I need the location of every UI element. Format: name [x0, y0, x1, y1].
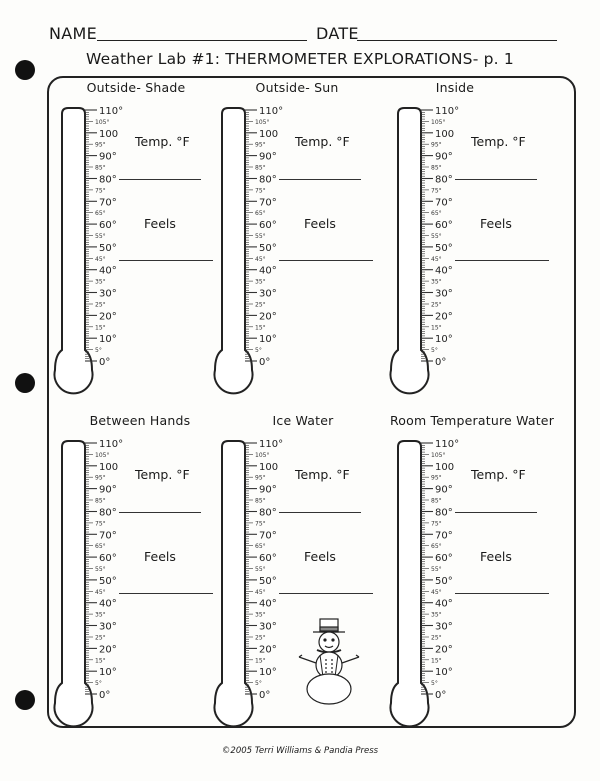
- major-tick-label: 20°: [99, 644, 117, 656]
- thermometer-tube: [215, 108, 253, 393]
- thermometer-cell-inside: [389, 80, 565, 410]
- major-tick-label: 10°: [259, 334, 277, 346]
- minor-tick-label: 45°: [255, 588, 266, 596]
- binder-hole-bottom: [15, 690, 35, 710]
- major-tick-label: 40°: [259, 598, 277, 610]
- thermometer-drawing: [389, 80, 565, 400]
- minor-tick-label: 85°: [95, 497, 106, 505]
- minor-tick-label: 75°: [95, 187, 106, 195]
- minor-tick-label: 105°: [431, 118, 446, 126]
- major-tick-label: 80°: [259, 507, 277, 519]
- temp-label: Temp. °F: [471, 467, 526, 482]
- major-tick-label: 60°: [435, 220, 453, 232]
- major-tick-label: 40°: [259, 265, 277, 277]
- minor-tick-label: 5°: [95, 680, 102, 688]
- major-tick-label: 30°: [435, 621, 453, 633]
- major-tick-label: 10°: [435, 334, 453, 346]
- major-tick-label: 50°: [435, 242, 453, 254]
- major-tick-label: 50°: [99, 575, 117, 587]
- major-tick-label: 10°: [99, 667, 117, 679]
- major-tick-label: 60°: [259, 220, 277, 232]
- major-tick-label: 100: [435, 461, 455, 473]
- minor-tick-label: 15°: [255, 324, 266, 332]
- minor-tick-label: 5°: [95, 347, 102, 355]
- major-tick-label: 30°: [435, 288, 453, 300]
- major-tick-label: 0°: [259, 357, 271, 368]
- major-tick-label: 0°: [259, 690, 271, 701]
- minor-tick-label: 75°: [255, 520, 266, 528]
- page-title: Weather Lab #1: THERMOMETER EXPLORATIONS- p. 1: [85, 50, 514, 68]
- binder-hole-middle: [15, 373, 35, 393]
- minor-tick-label: 85°: [431, 497, 442, 505]
- minor-tick-label: 75°: [431, 520, 442, 528]
- thermometer-label: Ice Water: [272, 413, 334, 428]
- minor-tick-label: 15°: [255, 657, 266, 665]
- minor-tick-label: 105°: [95, 451, 110, 459]
- thermometer-tube: [391, 108, 429, 393]
- thermometer-label: Inside: [435, 80, 475, 95]
- major-tick-label: 60°: [259, 553, 277, 565]
- minor-tick-label: 35°: [431, 278, 442, 286]
- major-tick-label: 110°: [435, 106, 460, 117]
- major-tick-label: 70°: [435, 197, 453, 209]
- major-tick-label: 20°: [435, 311, 453, 323]
- minor-tick-label: 65°: [95, 543, 106, 551]
- minor-tick-label: 105°: [431, 451, 446, 459]
- minor-tick-label: 5°: [431, 347, 438, 355]
- minor-tick-label: 45°: [95, 588, 106, 596]
- minor-tick-label: 35°: [431, 611, 442, 619]
- major-tick-label: 110°: [259, 106, 284, 117]
- minor-tick-label: 85°: [431, 164, 442, 172]
- major-tick-label: 0°: [435, 357, 447, 368]
- thermometer-drawing: [213, 80, 389, 400]
- temp-entry-line[interactable]: [455, 512, 537, 513]
- copyright-footer: ©2005 Terri Williams & Pandia Press: [221, 746, 379, 756]
- feels-label: Feels: [480, 549, 512, 564]
- snowman-illustration: [293, 617, 365, 705]
- temp-label: Temp. °F: [295, 134, 350, 149]
- major-tick-label: 110°: [99, 106, 124, 117]
- feels-entry-line[interactable]: [279, 593, 373, 594]
- minor-tick-label: 45°: [95, 255, 106, 263]
- major-tick-label: 90°: [435, 151, 453, 163]
- temp-entry-line[interactable]: [455, 179, 537, 180]
- major-tick-label: 110°: [99, 439, 124, 450]
- thermometer-cell-between-hands: [53, 413, 229, 743]
- major-tick-label: 90°: [435, 484, 453, 496]
- major-tick-label: 80°: [99, 507, 117, 519]
- major-tick-label: 50°: [99, 242, 117, 254]
- minor-tick-label: 85°: [95, 164, 106, 172]
- major-tick-label: 90°: [99, 151, 117, 163]
- temp-label: Temp. °F: [295, 467, 350, 482]
- major-tick-label: 70°: [99, 530, 117, 542]
- minor-tick-label: 25°: [255, 301, 266, 309]
- major-tick-label: 20°: [435, 644, 453, 656]
- minor-tick-label: 55°: [95, 566, 106, 573]
- major-tick-label: 70°: [259, 197, 277, 209]
- minor-tick-label: 45°: [255, 255, 266, 263]
- minor-tick-label: 45°: [431, 588, 442, 596]
- minor-tick-label: 95°: [431, 474, 442, 482]
- minor-tick-label: 15°: [431, 657, 442, 665]
- minor-tick-label: 75°: [431, 187, 442, 195]
- thermometer-tube: [55, 441, 93, 726]
- major-tick-label: 40°: [435, 265, 453, 277]
- major-tick-label: 10°: [435, 667, 453, 679]
- minor-tick-label: 35°: [95, 611, 106, 619]
- major-tick-label: 50°: [435, 575, 453, 587]
- feels-entry-line[interactable]: [119, 593, 213, 594]
- minor-tick-label: 25°: [95, 301, 106, 309]
- feels-entry-line[interactable]: [119, 260, 213, 261]
- major-tick-label: 90°: [99, 484, 117, 496]
- minor-tick-label: 95°: [255, 474, 266, 482]
- major-tick-label: 100: [99, 461, 119, 473]
- major-tick-label: 80°: [435, 174, 453, 186]
- feels-label: Feels: [304, 216, 336, 231]
- minor-tick-label: 95°: [431, 141, 442, 149]
- minor-tick-label: 65°: [95, 210, 106, 218]
- minor-tick-label: 85°: [255, 164, 266, 172]
- major-tick-label: 70°: [99, 197, 117, 209]
- minor-tick-label: 85°: [255, 497, 266, 505]
- minor-tick-label: 25°: [431, 634, 442, 642]
- minor-tick-label: 35°: [255, 611, 266, 619]
- major-tick-label: 70°: [435, 530, 453, 542]
- major-tick-label: 100: [435, 128, 455, 140]
- minor-tick-label: 5°: [255, 680, 262, 688]
- major-tick-label: 40°: [99, 265, 117, 277]
- major-tick-label: 20°: [99, 311, 117, 323]
- name-field[interactable]: [97, 40, 307, 41]
- major-tick-label: 10°: [99, 334, 117, 346]
- major-tick-label: 90°: [259, 151, 277, 163]
- minor-tick-label: 5°: [255, 347, 262, 355]
- major-tick-label: 110°: [435, 439, 460, 450]
- thermometer-label: Outside- Sun: [255, 80, 339, 95]
- major-tick-label: 0°: [435, 690, 447, 701]
- minor-tick-label: 25°: [95, 634, 106, 642]
- major-tick-label: 100: [99, 128, 119, 140]
- major-tick-label: 100: [259, 461, 279, 473]
- temp-label: Temp. °F: [135, 467, 190, 482]
- minor-tick-label: 55°: [255, 566, 266, 573]
- thermometer-cell-room-temperature-water: [389, 413, 565, 743]
- minor-tick-label: 95°: [255, 141, 266, 149]
- temp-label: Temp. °F: [471, 134, 526, 149]
- minor-tick-label: 95°: [95, 474, 106, 482]
- minor-tick-label: 105°: [255, 118, 270, 126]
- minor-tick-label: 65°: [431, 543, 442, 551]
- thermometer-tube: [215, 441, 253, 726]
- temp-entry-line[interactable]: [279, 179, 361, 180]
- thermometer-drawing: [389, 413, 565, 733]
- minor-tick-label: 35°: [95, 278, 106, 286]
- major-tick-label: 60°: [435, 553, 453, 565]
- thermometer-label: Between Hands: [89, 413, 191, 428]
- major-tick-label: 30°: [99, 621, 117, 633]
- thermometer-tube: [391, 441, 429, 726]
- major-tick-label: 100: [259, 128, 279, 140]
- major-tick-label: 80°: [259, 174, 277, 186]
- minor-tick-label: 55°: [255, 233, 266, 240]
- major-tick-label: 40°: [99, 598, 117, 610]
- major-tick-label: 10°: [259, 667, 277, 679]
- major-tick-label: 0°: [99, 357, 111, 368]
- date-field[interactable]: [357, 40, 557, 41]
- major-tick-label: 50°: [259, 242, 277, 254]
- major-tick-label: 0°: [99, 690, 111, 701]
- temp-label: Temp. °F: [135, 134, 190, 149]
- major-tick-label: 20°: [259, 311, 277, 323]
- major-tick-label: 60°: [99, 553, 117, 565]
- major-tick-label: 90°: [259, 484, 277, 496]
- major-tick-label: 60°: [99, 220, 117, 232]
- thermometer-drawing: [53, 413, 229, 733]
- feels-label: Feels: [304, 549, 336, 564]
- minor-tick-label: 75°: [255, 187, 266, 195]
- thermometer-label: Room Temperature Water: [389, 413, 555, 428]
- minor-tick-label: 65°: [255, 210, 266, 218]
- minor-tick-label: 105°: [95, 118, 110, 126]
- minor-tick-label: 55°: [431, 233, 442, 240]
- thermometer-drawing: [53, 80, 229, 400]
- minor-tick-label: 65°: [255, 543, 266, 551]
- feels-entry-line[interactable]: [455, 260, 549, 261]
- minor-tick-label: 5°: [431, 680, 438, 688]
- date-label: DATE: [316, 24, 359, 43]
- major-tick-label: 30°: [99, 288, 117, 300]
- major-tick-label: 70°: [259, 530, 277, 542]
- minor-tick-label: 25°: [255, 634, 266, 642]
- feels-label: Feels: [480, 216, 512, 231]
- minor-tick-label: 75°: [95, 520, 106, 528]
- minor-tick-label: 45°: [431, 255, 442, 263]
- temp-entry-line[interactable]: [119, 179, 201, 180]
- minor-tick-label: 25°: [431, 301, 442, 309]
- minor-tick-label: 65°: [431, 210, 442, 218]
- minor-tick-label: 95°: [95, 141, 106, 149]
- thermometer-cell-outside-sun: [213, 80, 389, 410]
- major-tick-label: 50°: [259, 575, 277, 587]
- major-tick-label: 30°: [259, 288, 277, 300]
- feels-entry-line[interactable]: [455, 593, 549, 594]
- major-tick-label: 80°: [99, 174, 117, 186]
- thermometer-cell-outside-shade: [53, 80, 229, 410]
- temp-entry-line[interactable]: [119, 512, 201, 513]
- minor-tick-label: 55°: [431, 566, 442, 573]
- feels-label: Feels: [144, 216, 176, 231]
- minor-tick-label: 55°: [95, 233, 106, 240]
- minor-tick-label: 15°: [95, 657, 106, 665]
- minor-tick-label: 35°: [255, 278, 266, 286]
- thermometer-label: Outside- Shade: [86, 80, 186, 95]
- minor-tick-label: 15°: [95, 324, 106, 332]
- major-tick-label: 40°: [435, 598, 453, 610]
- major-tick-label: 110°: [259, 439, 284, 450]
- minor-tick-label: 15°: [431, 324, 442, 332]
- name-label: NAME: [49, 24, 98, 43]
- major-tick-label: 20°: [259, 644, 277, 656]
- feels-entry-line[interactable]: [279, 260, 373, 261]
- major-tick-label: 30°: [259, 621, 277, 633]
- minor-tick-label: 105°: [255, 451, 270, 459]
- thermometer-tube: [55, 108, 93, 393]
- feels-label: Feels: [144, 549, 176, 564]
- major-tick-label: 80°: [435, 507, 453, 519]
- temp-entry-line[interactable]: [279, 512, 361, 513]
